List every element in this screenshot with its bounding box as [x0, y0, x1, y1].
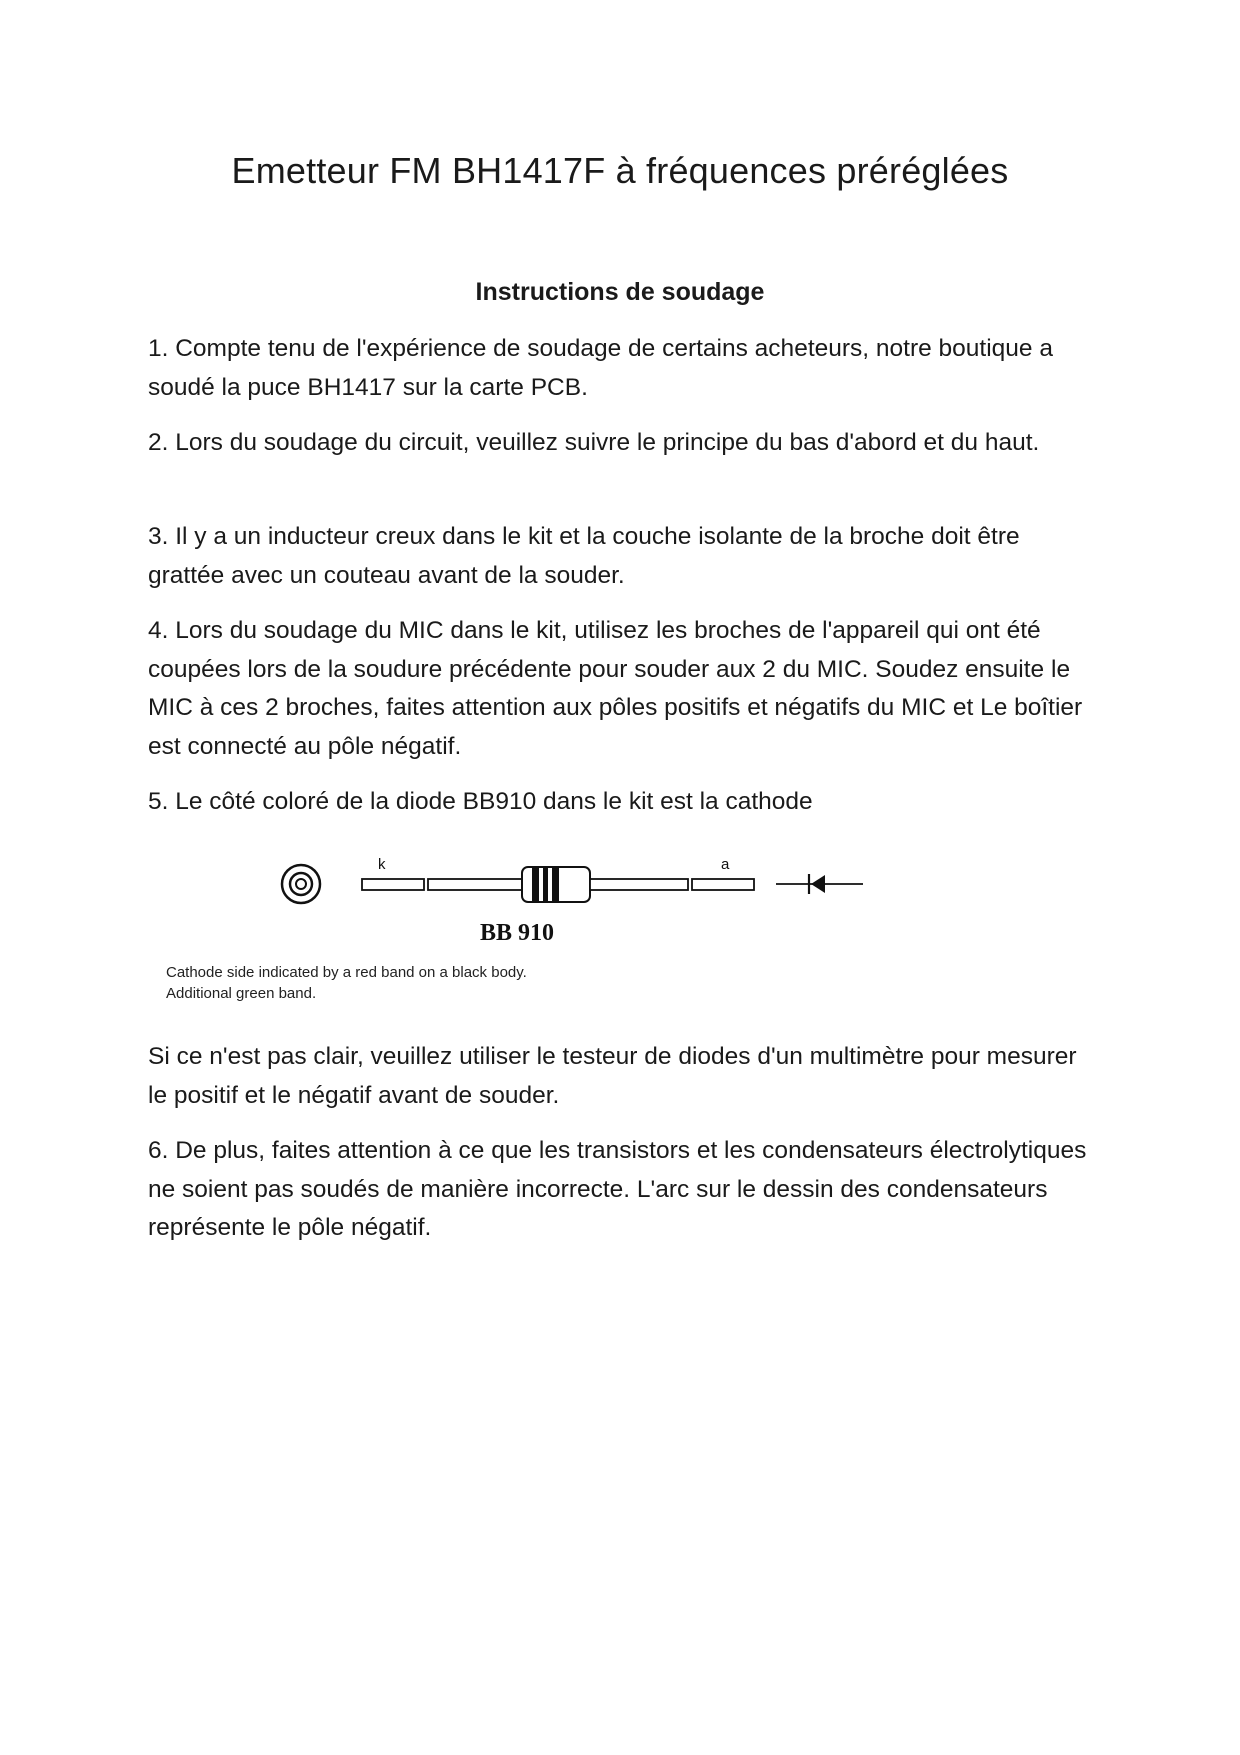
- instruction-3: 3. Il y a un inducteur creux dans le kit et la couche isolante de la broche doit être grattée avec un couteau avant de la souder.: [148, 523, 1020, 589]
- instruction-5: 5. Le côté coloré de la diode BB910 dans le kit est la cathode: [148, 788, 813, 815]
- bb910-diode-figure: [160, 850, 880, 1010]
- instruction-1: 1. Compte tenu de l'expérience de soudage de certains acheteurs, notre boutique a soudé la puce BH1417 sur la carte PCB.: [148, 335, 1053, 401]
- cathode-label: k: [378, 856, 386, 873]
- caption-line-2: Additional green band.: [166, 985, 317, 1002]
- part-name: BB 910: [480, 920, 555, 946]
- instruction-6: 6. De plus, faites attention à ce que les transistors et les condensateurs électrolytiques ne soient pas soudés de manière incorrecte. L'arc sur le dessin des condensateurs représente le pôle négatif.: [148, 1137, 1087, 1241]
- instruction-2: 2. Lors du soudage du circuit, veuillez suivre le principe du bas d'abord et du haut.: [148, 429, 1040, 456]
- bb910-diagram: [160, 850, 880, 960]
- instruction-4: 4. Lors du soudage du MIC dans le kit, utilisez les broches de l'appareil qui ont été coupées lors de la soudure précédente pour souder aux 2 du MIC. Soudez ensuite le MIC à ces 2 broches, faites attention aux pôles positifs et négatifs du MIC et Le boîtier est connecté au pôle négatif.: [148, 617, 1083, 760]
- multimeter-note: Si ce n'est pas clair, veuillez utiliser le testeur de diodes d'un multimètre pour mesurer le positif et le négatif avant de souder.: [148, 1043, 1077, 1109]
- diode-end-view-icon: [282, 865, 320, 903]
- figure-caption: [166, 962, 527, 1004]
- page-title: Emetteur FM BH1417F à fréquences préréglées: [231, 150, 1009, 191]
- diode-symbol-icon: [776, 874, 863, 894]
- anode-label: a: [721, 856, 730, 873]
- section-heading: Instructions de soudage: [475, 278, 765, 306]
- caption-line-1: Cathode side indicated by a red band on a black body.: [166, 964, 527, 981]
- diode-body-icon: [362, 867, 754, 902]
